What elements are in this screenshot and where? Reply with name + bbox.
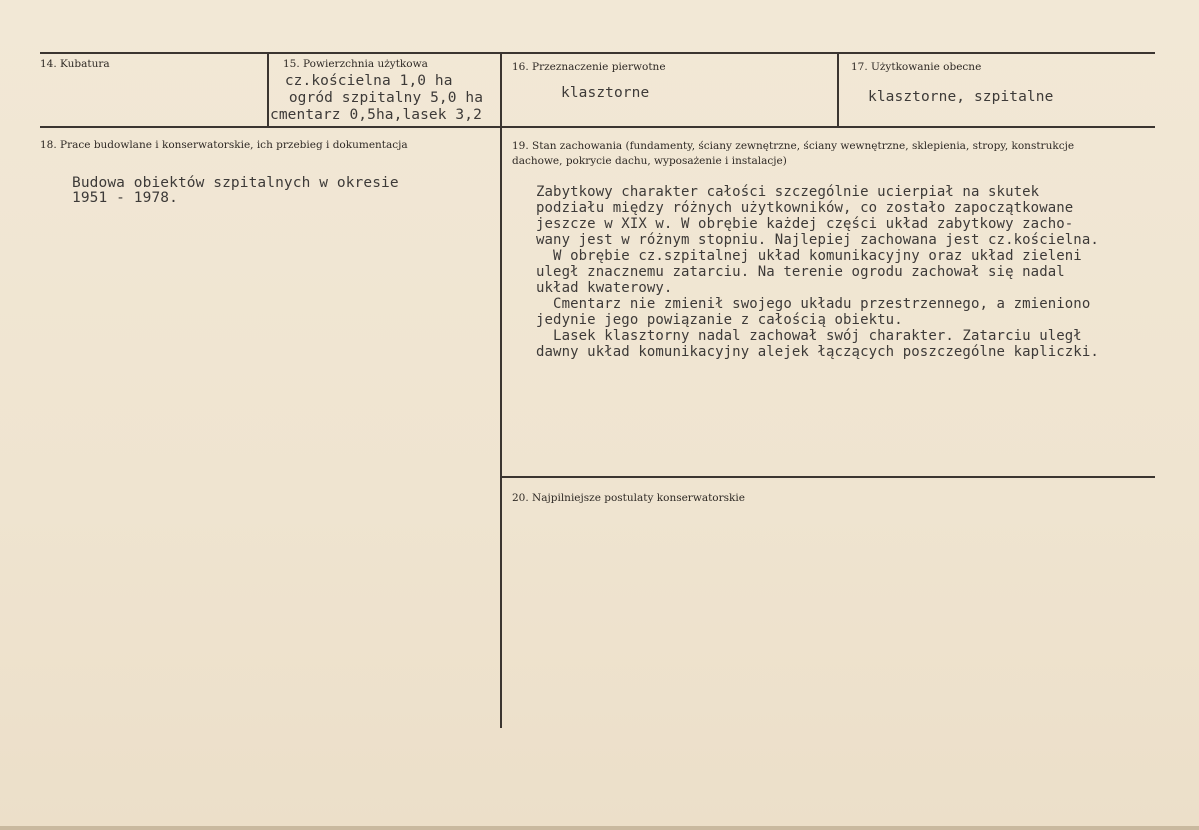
top-rule xyxy=(40,52,1155,54)
field-19-line-9: jedynie jego powiązanie z całością obiektu. xyxy=(536,312,903,328)
divider-16-17 xyxy=(837,52,839,128)
field-19-label-line-1: 19. Stan zachowania (fundamenty, ściany zewnętrzne, ściany wewnętrzne, sklepienia, stropy, konstrukcje xyxy=(512,140,1075,152)
field-15-line-2: ogród szpitalny 5,0 ha xyxy=(280,90,484,106)
divider-15-16 xyxy=(500,52,502,728)
field-14-label: 14. Kubatura xyxy=(40,58,110,70)
field-19-line-1: Zabytkowy charakter całości szczególnie ucierpiał na skutek xyxy=(536,184,1040,200)
field-18-label: 18. Prace budowlane i konserwatorskie, ich przebieg i dokumentacja xyxy=(40,139,408,151)
field-19-label-line-2: dachowe, pokrycie dachu, wyposażenie i instalacje) xyxy=(512,155,787,167)
field-15-line-1: cz.kościelna 1,0 ha xyxy=(276,73,453,89)
field20-top-rule xyxy=(500,476,1155,478)
field-15-label: 15. Powierzchnia użytkowa xyxy=(283,58,428,70)
card-bottom-edge xyxy=(0,826,1199,830)
field-16-value: klasztorne xyxy=(561,85,650,101)
field-19-line-7: układ kwaterowy. xyxy=(536,280,673,296)
field-19-line-2: podziału między różnych użytkowników, co zostało zapoczątkowane xyxy=(536,200,1074,216)
field-19-line-4: wany jest w różnym stopniu. Najlepiej zachowana jest cz.kościelna. xyxy=(536,232,1099,248)
field-19-line-3: jeszcze w XIX w. W obrębie każdej części układ zabytkowy zacho- xyxy=(536,216,1074,232)
field-17-value: klasztorne, szpitalne xyxy=(868,89,1054,105)
field-19-line-11: dawny układ komunikacyjny alejek łączących poszczególne kapliczki. xyxy=(536,344,1099,360)
field-19-line-6: uległ znacznemu zatarciu. Na terenie ogrodu zachował się nadal xyxy=(536,264,1065,280)
field-15-line-3: cmentarz 0,5ha,lasek 3,2 xyxy=(270,107,482,123)
field-19-line-8: Cmentarz nie zmienił swojego układu przestrzennego, a zmieniono xyxy=(536,296,1091,312)
row1-bottom-rule xyxy=(40,126,1155,128)
field-18-line-1: Budowa obiektów szpitalnych w okresie xyxy=(72,175,399,191)
field-20-label: 20. Najpilniejsze postulaty konserwatorskie xyxy=(512,492,745,504)
field-17-label: 17. Użytkowanie obecne xyxy=(851,61,982,73)
field-19-line-5: W obrębie cz.szpitalnej układ komunikacyjny oraz układ zieleni xyxy=(536,248,1082,264)
field-19-line-10: Lasek klasztorny nadal zachował swój charakter. Zatarciu uległ xyxy=(536,328,1082,344)
field-16-label: 16. Przeznaczenie pierwotne xyxy=(512,61,666,73)
field-18-line-2: 1951 - 1978. xyxy=(72,190,178,206)
divider-14-15 xyxy=(267,52,269,128)
